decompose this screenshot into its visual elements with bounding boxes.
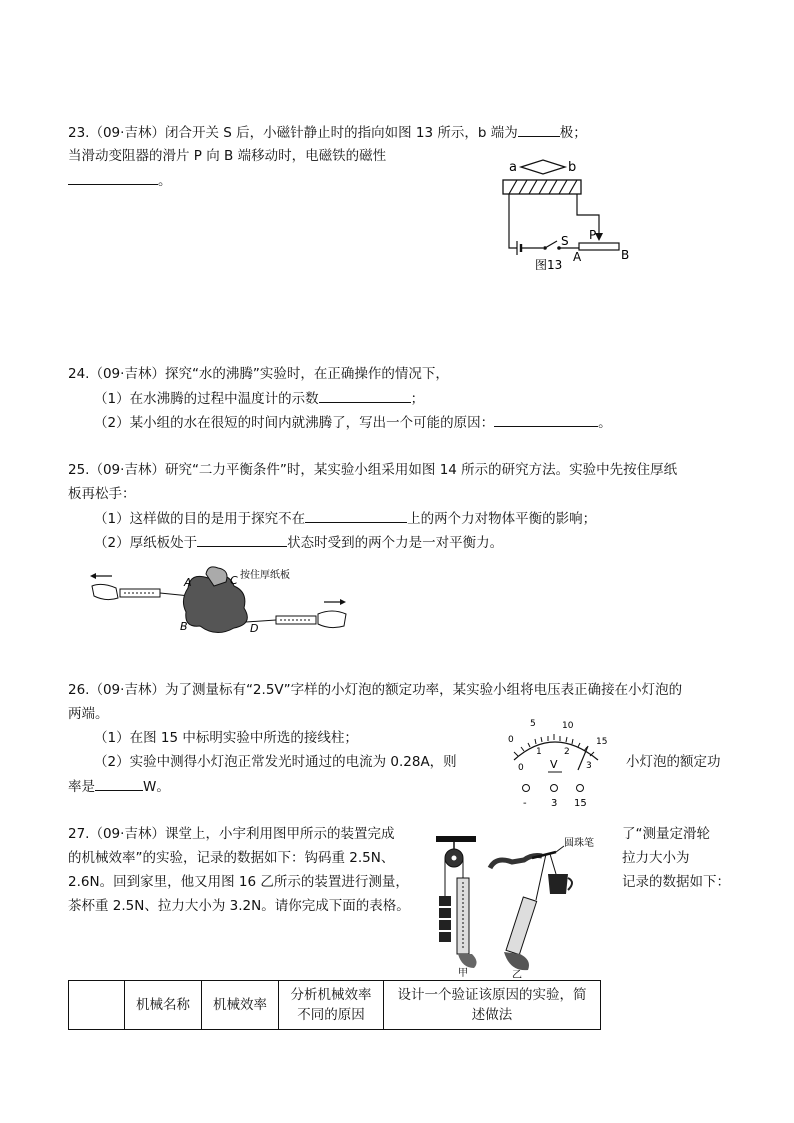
q24-item1-end: ； <box>410 391 425 407</box>
q23-text-1a: 23.（09·吉林）闭合开关 S 后，小磁针静止时的指向如图 13 所示，b 端为 <box>68 125 518 141</box>
hook-weight-1 <box>439 896 451 906</box>
q25-item1-end: 上的两个力对物体平衡的影响； <box>407 511 597 527</box>
meter-inner-tick-1: 1 <box>536 747 542 757</box>
fig13-label-A: A <box>573 250 582 264</box>
q23-line1 <box>68 122 587 143</box>
q25-item2-text: （2）厚纸板处于 <box>94 535 198 551</box>
fig16-label-jia: 甲 <box>458 968 468 978</box>
arrow-right-icon <box>340 599 346 605</box>
figure-16-pulleys <box>432 832 622 978</box>
terminal-label-15: 15 <box>574 798 587 806</box>
fig14-label-B: B <box>180 620 188 633</box>
electromagnet-coil <box>503 180 581 194</box>
q27-line2a: 的机械效率”的实验，记录的数据如下：钩码重 2.5N、 <box>68 850 395 866</box>
q25-item1-text: （1）这样做的目的是用于探究不在 <box>94 511 306 527</box>
q25-line2: 板再松手： <box>68 486 136 502</box>
q26-line1: 26.（09·吉林）为了测量标有“2.5V”字样的小灯泡的额定功率，某实验小组将电压表正确接在小灯泡的 <box>68 682 683 698</box>
q23-period: 。 <box>158 173 172 189</box>
q25-item1 <box>94 508 596 529</box>
q25-item2-end: 状态时受到的两个力是一对平衡力。 <box>287 535 504 551</box>
terminal-label-negative: - <box>523 798 527 806</box>
q26-last-line <box>68 776 170 797</box>
table-header-reason-line1: 分析机械效率 <box>290 987 372 1003</box>
left-hand-icon <box>92 584 118 599</box>
q23-blank-pole[interactable] <box>518 122 560 137</box>
q24-item2 <box>94 412 612 433</box>
figure-13-circuit <box>495 155 635 270</box>
meter-unit-label: V <box>550 758 558 771</box>
q25-blank-state[interactable] <box>197 532 287 547</box>
fig16-label-yi: 乙 <box>512 970 522 978</box>
fig13-label-s: S <box>561 234 569 248</box>
arrow-left-icon <box>90 573 96 579</box>
fig13-label-p: P <box>589 228 597 242</box>
table-header-experiment-line2: 述做法 <box>471 1007 513 1023</box>
terminal-3v[interactable] <box>551 785 558 792</box>
table-header-machine-name: 机械名称 <box>125 981 202 1030</box>
fig14-note: 按住厚纸板 <box>240 570 290 581</box>
ceiling-beam <box>436 836 476 842</box>
q26-item2: （2）实验中测得小灯泡正常发光时通过的电流为 0.28A，则 <box>94 754 457 770</box>
terminal-15v[interactable] <box>577 785 584 792</box>
fig16-label-pen: 圆珠笔 <box>564 838 594 849</box>
q25-item2 <box>94 532 503 553</box>
figure-15-voltmeter <box>494 716 618 806</box>
spring-scale-yi <box>506 897 537 955</box>
q27-line3a: 2.6N。回到家里，他又用图 16 乙所示的装置进行测量， <box>68 874 409 890</box>
q25-blank-line[interactable] <box>305 508 407 523</box>
table-header-efficiency: 机械效率 <box>202 981 279 1030</box>
compass-needle-icon <box>521 160 565 174</box>
answer-table <box>68 980 601 1030</box>
q27-line1a: 27.（09·吉林）课堂上，小宇利用图甲所示的装置完成 <box>68 826 395 842</box>
q25-line1: 25.（09·吉林）研究“二力平衡条件”时，某实验小组采用如图 14 所示的研究方法。实验中先按住厚纸 <box>68 462 678 478</box>
meter-inner-tick-3: 3 <box>586 761 592 771</box>
meter-outer-tick-5: 5 <box>530 719 536 729</box>
table-header-blank <box>69 981 125 1030</box>
meter-inner-tick-0: 0 <box>518 763 524 773</box>
q27-line3b: 记录的数据如下： <box>622 874 730 890</box>
q24-line1: 24.（09·吉林）探究“水的沸腾”实验时，在正确操作的情况下， <box>68 366 449 382</box>
hook-weight-3 <box>439 920 451 930</box>
terminal-label-3: 3 <box>551 798 558 806</box>
meter-inner-tick-2: 2 <box>564 747 570 757</box>
rheostat <box>579 243 619 250</box>
q24-item2-end: 。 <box>598 415 612 431</box>
figure-14-cardboard <box>88 566 350 640</box>
terminal-negative[interactable] <box>523 785 530 792</box>
q24-blank-reason[interactable] <box>494 412 598 427</box>
q26-item2-cont: 小灯泡的额定功 <box>626 754 721 770</box>
meter-outer-tick-10: 10 <box>562 721 574 731</box>
q26-item1: （1）在图 15 中标明实验中所选的接线柱； <box>94 730 358 746</box>
tea-cup-icon <box>548 874 568 894</box>
table-header-row <box>69 981 601 1030</box>
right-hand-icon <box>318 611 346 628</box>
q23-line2: 当滑动变阻器的滑片 P 向 B 端移动时，电磁铁的磁性 <box>68 148 387 164</box>
q26-last-unit: W。 <box>143 779 170 795</box>
fig13-caption: 图13 <box>535 258 563 270</box>
fig13-label-a: a <box>509 160 517 175</box>
q23-text-1b: 极； <box>559 125 587 141</box>
fig14-label-D: D <box>250 622 259 635</box>
hook-weight-4 <box>439 932 451 942</box>
q27-line2b: 拉力大小为 <box>622 850 690 866</box>
fig13-label-b: b <box>568 160 577 175</box>
table-header-reason-line2: 不同的原因 <box>297 1007 365 1023</box>
q23-line3 <box>68 170 172 191</box>
meter-outer-tick-15: 15 <box>596 737 608 747</box>
fig14-label-C: C <box>230 574 238 587</box>
q24-blank-reading[interactable] <box>319 388 411 403</box>
table-header-experiment <box>384 981 601 1030</box>
table-header-reason <box>279 981 384 1030</box>
q24-item2-text: （2）某小组的水在很短的时间内就沸腾了，写出一个可能的原因： <box>94 415 495 431</box>
meter-outer-tick-0: 0 <box>508 735 514 745</box>
fig13-label-B: B <box>621 248 630 262</box>
hand-jia-icon <box>458 954 477 968</box>
q26-last-text: 率是 <box>68 779 95 795</box>
fig14-label-A: A <box>184 576 192 589</box>
hand-yi-lower-icon <box>504 952 529 970</box>
q26-line2: 两端。 <box>68 706 109 722</box>
q23-blank-magnetism[interactable] <box>68 170 158 185</box>
q26-blank-power[interactable] <box>95 776 143 791</box>
q27-line4: 茶杯重 2.5N、拉力大小为 3.2N。请你完成下面的表格。 <box>68 898 410 914</box>
q24-item1-text: （1）在水沸腾的过程中温度计的示数 <box>94 391 319 407</box>
hook-weight-2 <box>439 908 451 918</box>
q27-line1b: 了“测量定滑轮 <box>622 826 710 842</box>
table-header-experiment-line1: 设计一个验证该原因的实验，简 <box>397 987 587 1003</box>
q24-item1 <box>94 388 424 409</box>
